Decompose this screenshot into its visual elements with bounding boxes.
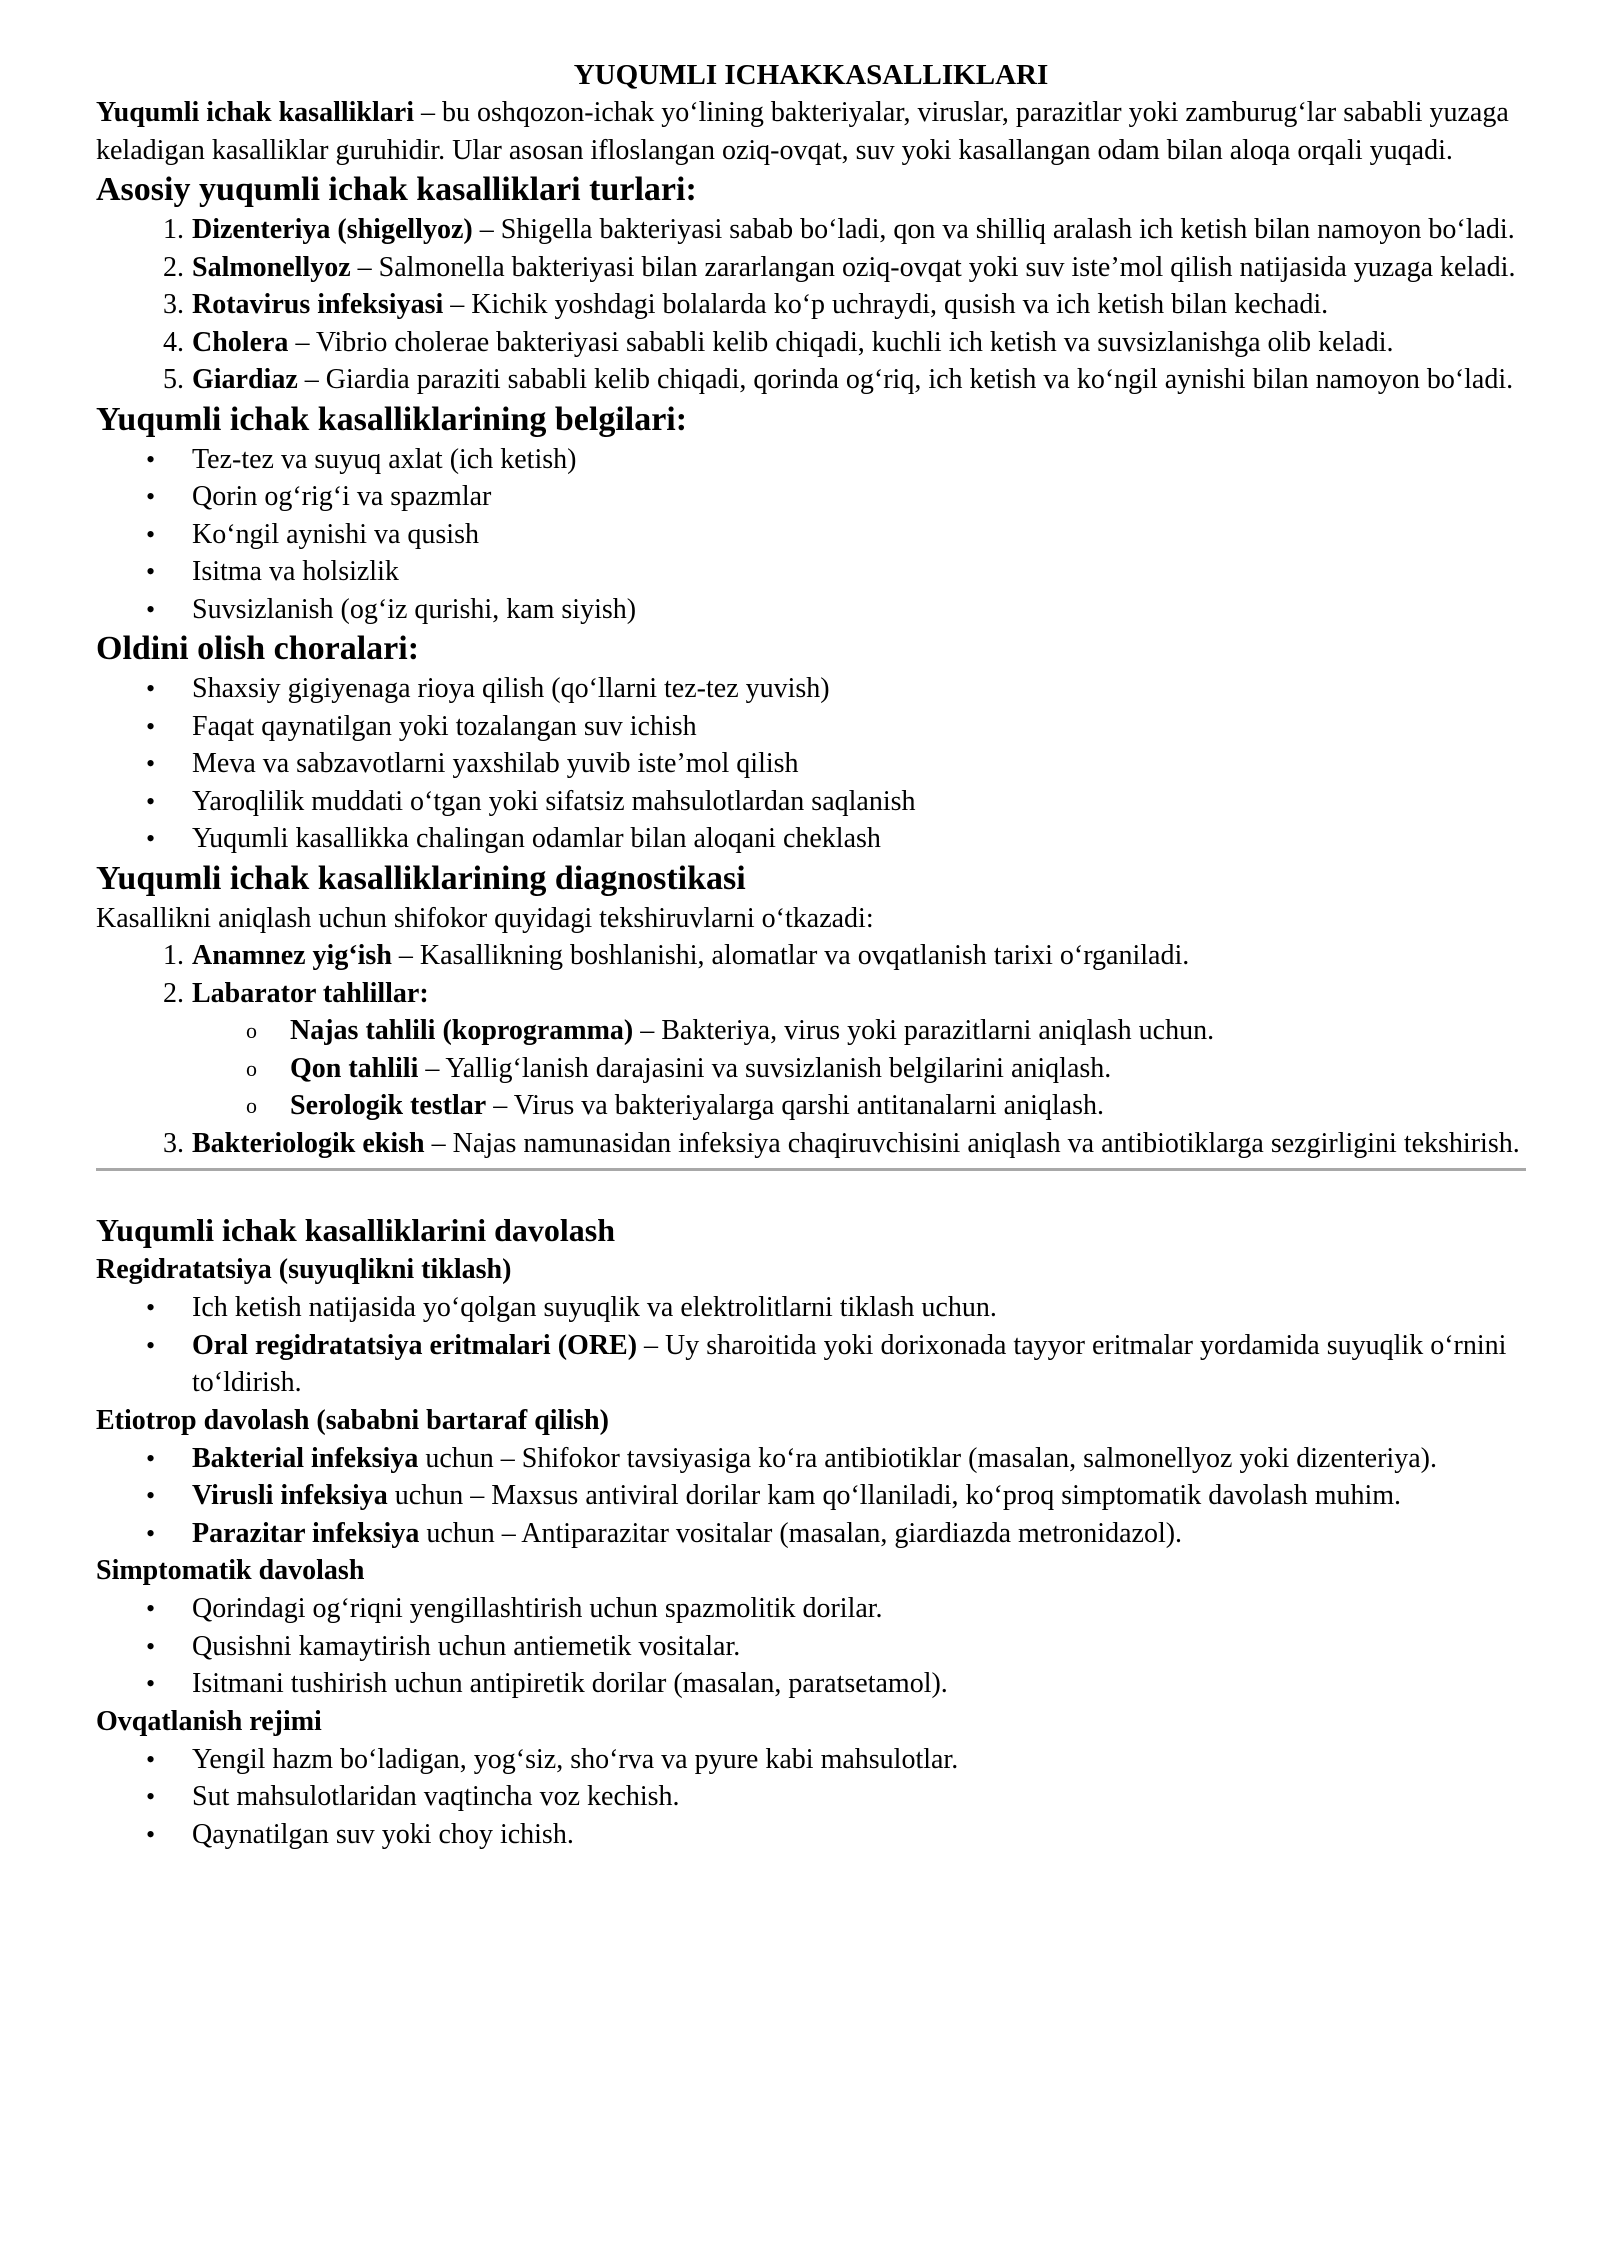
etiotropic-list [96,1440,1526,1553]
subheading-text: Simptomatik davolash [96,1555,365,1586]
subheading-text: Ovqatlanish rejimi [96,1705,322,1737]
list-item [96,1665,1526,1703]
item-text: Faqat qaynatilgan yoki tozalangan suv ichish [192,710,697,742]
item-text: uchun – Maxsus antiviral dorilar kam qo‘llaniladi, ko‘proq simptomatik davolash muhim. [387,1480,1402,1511]
item-text: Yuqumli kasallikka chalingan odamlar bilan aloqani cheklash [192,823,881,854]
list-item [96,1087,1526,1125]
sub-bullet-icon: o [246,1055,257,1081]
item-text: Ko‘ngil aynishi va qusish [192,518,479,550]
list-item [96,1628,1526,1666]
item-text: – Uy sharoitida yoki dorixonada tayyor eritmalar yordamida suyuqlik o‘rnini to‘ldirish. [192,1329,1507,1398]
diagnostics-heading: Yuqumli ichak kasalliklarining diagnostikasi [96,859,746,897]
item-text: Shaxsiy gigiyenaga rioya qilish (qo‘llarni tez-tez yuvish) [192,673,830,704]
diagnostics-list [96,937,1526,1012]
list-number: 5. [163,364,184,395]
bullet-icon: • [146,1631,156,1661]
item-text: Yengil hazm bo‘ladigan, yog‘siz, sho‘rva va pyure kabi mahsulotlar. [192,1743,959,1775]
subheading-text: Regidratatsiya (suyuqlikni tiklash) [96,1254,512,1285]
list-number: 2. [163,251,184,283]
list-item [96,1477,1526,1515]
item-term: Cholera [192,326,289,358]
bullet-icon: • [146,674,156,703]
rehydration-list [96,1289,1526,1402]
item-term: Giardiaz [192,364,298,395]
item-text: Qaynatilgan suv yoki choy ichish. [192,1818,574,1850]
item-term: Anamnez yig‘ish [192,940,392,971]
bullet-icon: • [146,557,156,586]
item-text: – Virus va bakteriyalarga qarshi antitanalarni aniqlash. [486,1090,1104,1121]
symptoms-list [96,441,1526,629]
intro-text: – bu oshqozon-ichak yo‘lining bakteriyalar, viruslar, parazitlar yoki zamburug‘lar sababli yuzaga keladigan kasalliklar guruhidir. Ular asosan ifloslangan oziq-ovqat, suv yoki kasallangan odam bilan aloqa orqali yuqadi. [96,97,1509,166]
list-item [96,1050,1526,1088]
list-item [96,286,1526,324]
prevention-heading: Oldini olish choralari: [96,630,420,667]
item-text: Sut mahsulotlaridan vaqtincha voz kechish. [192,1781,680,1812]
item-text: Yaroqlilik muddati o‘tgan yoki sifatsiz mahsulotlardan saqlanish [192,785,916,817]
bullet-icon: • [146,824,156,853]
bullet-icon: • [146,1293,156,1322]
document-page [96,56,1526,1853]
symptomatic-subheading [96,1552,1526,1590]
item-term: Rotavirus infeksiyasi [192,289,444,320]
list-item [96,708,1526,746]
list-item [96,1741,1526,1779]
list-item [96,516,1526,554]
page-title: YUQUMLI ICHAKKASALLIKLARI [573,59,1049,91]
list-item [96,1515,1526,1553]
intro-paragraph [96,94,1526,169]
etiotropic-subheading [96,1402,1526,1440]
list-item [96,1012,1526,1050]
symptomatic-list [96,1590,1526,1703]
item-term: Najas tahlili (koprogramma) [290,1015,634,1046]
list-item [96,324,1526,362]
item-term: Oral regidratatsiya eritmalari (ORE) [192,1329,638,1361]
list-item [96,1289,1526,1327]
item-text: Qusishni kamaytirish uchun antiemetik vositalar. [192,1630,741,1662]
list-number: 1. [163,940,184,971]
bullet-icon: • [146,711,156,741]
bullet-icon: • [146,594,156,624]
list-number: 3. [163,289,184,320]
diagnostics-list-cont [96,1125,1526,1163]
item-text: Isitmani tushirish uchun antipiretik dorilar (masalan, paratsetamol). [192,1668,948,1699]
item-text: – Bakteriya, virus yoki parazitlarni aniqlash uchun. [633,1015,1215,1046]
item-term: Labarator tahlillar: [192,977,429,1009]
bullet-icon: • [146,1443,156,1473]
types-heading: Asosiy yuqumli ichak kasalliklari turlari: [96,171,697,208]
diet-list [96,1741,1526,1854]
item-text: Isitma va holsizlik [192,556,399,587]
sub-bullet-icon: o [246,1018,257,1043]
prevention-list [96,670,1526,858]
item-term: Salmonellyoz [192,251,351,283]
item-text: Ich ketish natijasida yo‘qolgan suyuqlik va elektrolitlarni tiklash uchun. [192,1292,997,1323]
item-text: Suvsizlanish (og‘iz qurishi, kam siyish) [192,593,637,625]
lab-tests-list [96,1012,1526,1125]
bullet-icon: • [146,1782,156,1811]
item-text: uchun – Antiparazitar vositalar (masalan, giardiazda metronidazol). [419,1517,1183,1549]
bullet-icon: • [146,1669,156,1698]
bullet-icon: • [146,1594,156,1623]
list-number: 1. [163,214,184,245]
bullet-icon: • [146,786,156,816]
bullet-icon: • [146,1518,156,1548]
item-text: Tez-tez va suyuq axlat (ich ketish) [192,443,577,475]
list-item [96,670,1526,708]
item-term: Serologik testlar [290,1090,487,1121]
item-text: Meva va sabzavotlarni yaxshilab yuvib iste’mol qilish [192,748,799,779]
bullet-icon: • [146,1744,156,1774]
bullet-icon: • [146,482,156,511]
item-text: – Najas namunasidan infeksiya chaqiruvchisini aniqlash va antibiotiklarga sezgirligini tekshirish. [424,1127,1520,1159]
subheading-text: Etiotrop davolash (sababni bartaraf qilish) [96,1404,609,1436]
rehydration-subheading [96,1251,1526,1289]
bullet-icon: • [146,444,156,474]
horizontal-divider [96,1168,1526,1171]
item-text: uchun – Shifokor tavsiyasiga ko‘ra antibiotiklar (masalan, salmonellyoz yoki dizenteriya). [418,1442,1437,1474]
treatment-heading: Yuqumli ichak kasalliklarini davolash [96,1212,616,1248]
bullet-icon: • [146,749,156,778]
list-item [96,820,1526,858]
item-text: – Salmonella bakteriyasi bilan zararlangan oziq-ovqat yoki suv iste’mol qilish natijasida yuzaga keladi. [350,251,1516,283]
list-item [96,937,1526,975]
diagnostics-intro: Kasallikni aniqlash uchun shifokor quyidagi tekshiruvlarni o‘tkazadi: [96,902,874,934]
item-text: – Yallig‘lanish darajasini va suvsizlanish belgilarini aniqlash. [418,1052,1112,1084]
list-item [96,478,1526,516]
list-item [96,1440,1526,1478]
bullet-icon: • [146,1819,156,1849]
sub-bullet-icon: o [246,1093,257,1118]
list-item [96,211,1526,249]
item-term: Virusli infeksiya [192,1480,388,1511]
bullet-icon: • [146,1481,156,1510]
list-item [96,441,1526,479]
list-item [96,783,1526,821]
item-term: Parazitar infeksiya [192,1517,420,1549]
item-text: Qorin og‘rig‘i va spazmlar [192,481,492,512]
bullet-icon: • [146,519,156,549]
item-term: Dizenteriya (shigellyoz) [192,214,473,245]
list-item [96,1778,1526,1816]
list-item [96,1816,1526,1854]
item-text: Qorindagi og‘riqni yengillashtirish uchun spazmolitik dorilar. [192,1593,883,1624]
list-number: 4. [163,326,184,358]
diet-subheading [96,1703,1526,1741]
bullet-icon: • [146,1330,156,1360]
types-list [96,211,1526,399]
list-item [96,975,1526,1013]
list-item [96,361,1526,399]
item-term: Bakteriologik ekish [192,1127,425,1159]
list-item [96,1590,1526,1628]
item-term: Qon tahlili [290,1052,419,1084]
item-text: – Shigella bakteriyasi sabab bo‘ladi, qon va shilliq aralash ich ketish bilan namoyon bo‘ladi. [472,214,1515,245]
list-item [96,249,1526,287]
list-number: 3. [163,1127,184,1159]
symptoms-heading: Yuqumli ichak kasalliklarining belgilari: [96,400,688,438]
list-item [96,745,1526,783]
intro-term: Yuqumli ichak kasalliklari [96,97,414,128]
item-term: Bakterial infeksiya [192,1442,419,1474]
list-item [96,1327,1526,1402]
item-text: – Kichik yoshdagi bolalarda ko‘p uchraydi, qusish va ich ketish bilan kechadi. [443,289,1329,320]
list-item [96,1125,1526,1163]
item-text: – Vibrio cholerae bakteriyasi sababli kelib chiqadi, kuchli ich ketish va suvsizlanishga olib keladi. [288,326,1394,358]
list-item [96,553,1526,591]
list-number: 2. [163,977,184,1009]
item-text: – Giardia paraziti sababli kelib chiqadi, qorinda og‘riq, ich ketish va ko‘ngil aynishi bilan namoyon bo‘ladi. [297,364,1514,395]
item-text: – Kasallikning boshlanishi, alomatlar va ovqatlanish tarixi o‘rganiladi. [391,940,1190,971]
list-item [96,591,1526,629]
